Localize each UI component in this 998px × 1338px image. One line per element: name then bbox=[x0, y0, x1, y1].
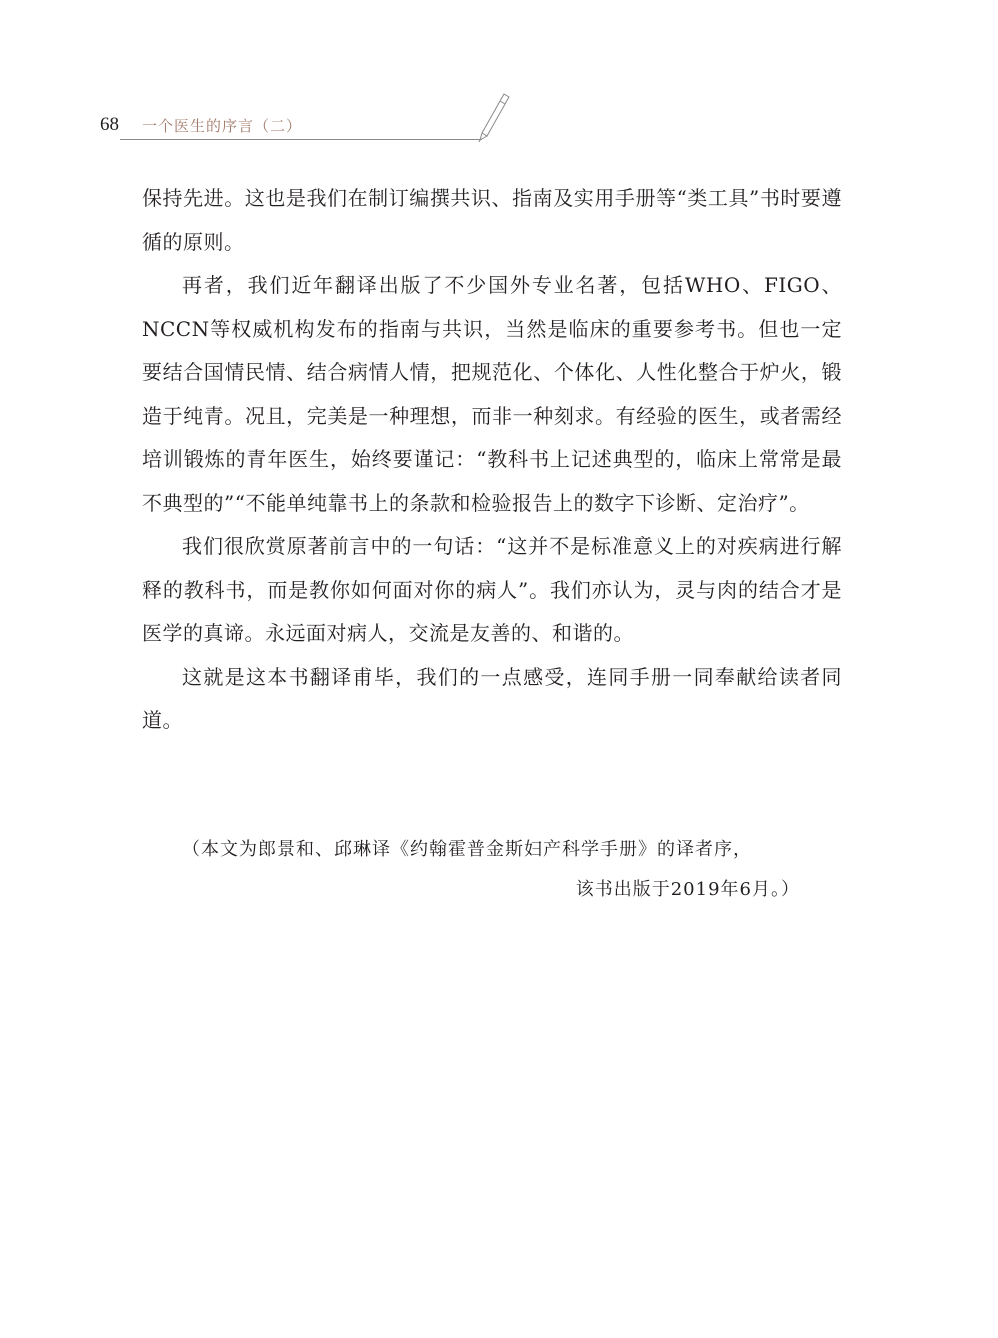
paragraph: 我们很欣赏原著前言中的一句话：“这并不是标准意义上的对疾病进行解释的教科书，而是教你如何面对你的病人”。我们亦认为，灵与肉的结合才是医学的真谛。永远面对病人，交流是友善的、和谐的。 bbox=[142, 534, 842, 645]
page-header bbox=[100, 106, 520, 146]
pen-icon bbox=[474, 92, 514, 144]
header-divider bbox=[120, 139, 482, 140]
source-note bbox=[142, 830, 842, 910]
paragraph: 这就是这本书翻译甫毕，我们的一点感受，连同手册一同奉献给读者同道。 bbox=[142, 664, 842, 732]
body-text bbox=[142, 177, 842, 743]
source-note-line: 该书出版于2019年6月。） bbox=[575, 879, 800, 900]
page-number: 68 bbox=[100, 114, 119, 135]
paragraph: 再者，我们近年翻译出版了不少国外专业名著，包括WHO、FIGO、NCCN等权威机构发布的指南与共识，当然是临床的重要参考书。但也一定要结合国情民情、结合病情人情，把规范化、个体化、人性化整合于炉火，锻造于纯青。况且，完美是一种理想，而非一种刻求。有经验的医生，或者需经培训锻炼的青年医生，始终要谨记：“教科书上记述典型的，临床上常常是最不典型的”“不能单纯靠书上的条款和检验报告上的数字下诊断、定治疗”。 bbox=[142, 273, 842, 515]
running-title: 一个医生的序言（二） bbox=[142, 117, 303, 135]
paragraph: 保持先进。这也是我们在制订编撰共识、指南及实用手册等“类工具”书时要遵循的原则。 bbox=[142, 186, 842, 254]
source-note-line: （本文为郎景和、邱琳译《约翰霍普金斯妇产科学手册》的译者序， bbox=[182, 839, 752, 860]
